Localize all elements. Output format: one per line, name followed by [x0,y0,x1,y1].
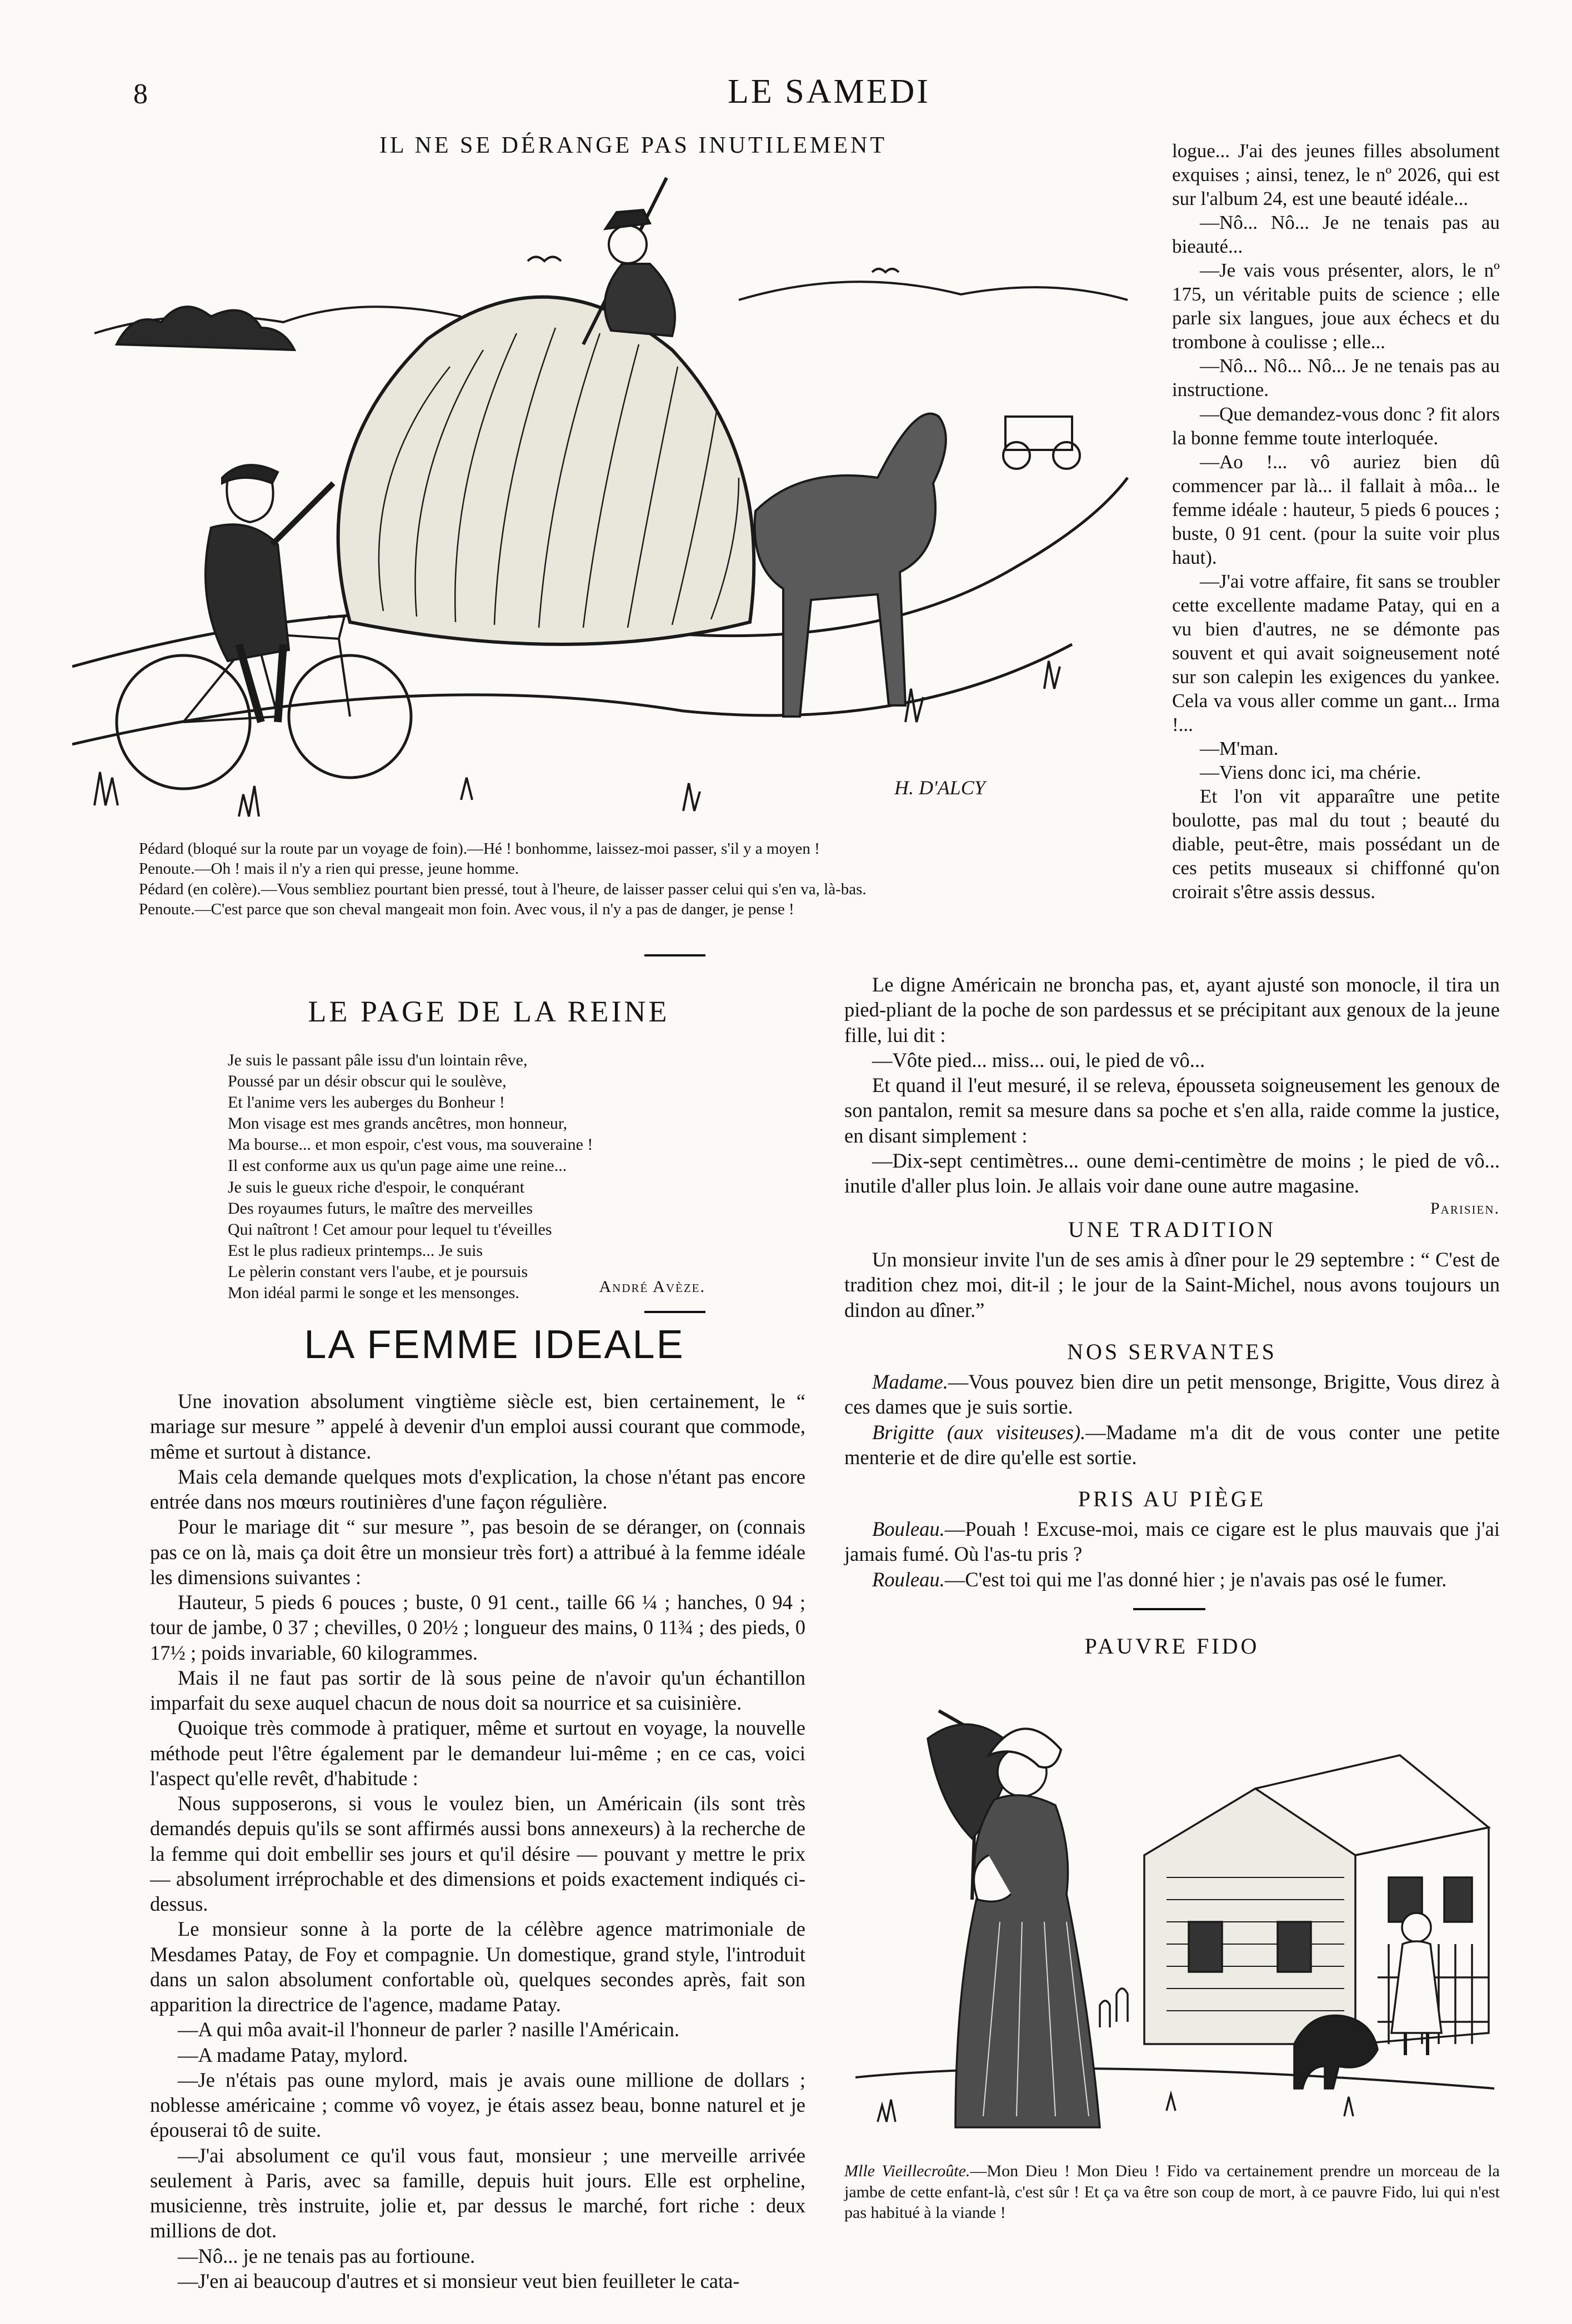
poem-author: André Avèze. [599,1278,705,1296]
article-paragraph: Le digne Américain ne broncha pas, et, ayant ajusté son monocle, il tira un pied-pliant de la poche de son pardessus et se précipitant aux genoux de la jeune fille, lui dit : [844,973,1500,1046]
article-paragraph: —Nô... je ne tenais pas au fortioune. [178,2244,475,2267]
article-paragraph: —J'ai absolument ce qu'il vous faut, monsieur ; une merveille arrivée seulement à Paris, avec sa famille, depuis huit jours. Elle est orpheline, musicienne, très instruite, jolie et, par dessus le marché, fort riche : deux millions de dot. [150,2143,805,2242]
tradition-text: Un monsieur invite l'un de ses amis à dîner pour le 29 septembre : “ C'est de tradition chez moi, dit-il ; le jour de la Saint-Michel, nous avons toujours un dindon au dîner.” [844,1248,1500,1321]
poem-line: Mon idéal parmi le songe et les mensonges. [228,1284,519,1303]
poem-line: Je suis le passant pâle issu d'un lointain rêve, [228,1051,528,1069]
fido-title: PAUVRE FIDO [1084,1634,1260,1659]
piege-title: PRIS AU PIÈGE [1078,1486,1266,1511]
caption-line: Pédard (en colère).—Vous sembliez pourtant bien pressé, tout à l'heure, de laisser passer celui qui s'en va, là-bas. [139,880,867,898]
speaker: Madame. [872,1370,948,1393]
article-paragraph: —Que demandez-vous donc ? fit alors la bonne femme toute interloquée. [1172,403,1500,449]
cartoon1-title: IL NE SE DÉRANGE PAS INUTILEMENT [379,133,887,158]
article-paragraph: —Je n'étais pas oune mylord, mais je avais oune millione de dollars ; noblesse américaine ; comme vô voyez, je étais assez beau, bonne naturel et je épouserai tô de suite. [150,2068,805,2142]
article-paragraph: Pour le mariage dit “ sur mesure ”, pas besoin de se déranger, on (connais pas ce on là, mais ça doit être un monsieur très fort) a attribué à la femme idéale les dimensions suivantes : [150,1515,805,1589]
article-paragraph: Et l'on vit apparaître une petite boulotte, pas mal du tout ; beauté du diable, peut-être, mais possédant un de ces petits museaux si chiffonné qu'on croirait s'être assis dessus. [1172,785,1500,903]
article-paragraph: —J'en ai beaucoup d'autres et si monsieur veut bien feuilleter le cata- [178,2269,740,2292]
article-left-column [150,1389,805,2293]
poem-line: Est le plus radieux printemps... Je suis [228,1241,483,1260]
article-right-column [1172,139,1500,904]
section-divider [1133,1608,1205,1610]
article-paragraph: Mais cela demande quelques mots d'explication, la chose n'étant pas encore entrée dans nos mœurs routinières d'une façon régulière. [150,1465,805,1513]
poem-line: Et l'anime vers les auberges du Bonheur ! [228,1093,505,1112]
speaker: Rouleau. [872,1567,945,1591]
article-paragraph: Quoique très commode à pratiquer, même et surtout en voyage, la nouvelle méthode peut l'être également par le demandeur lui-même ; en ce cas, voici l'aspect qu'elle revêt, d'habitude : [150,1716,805,1790]
cartoon1-caption [139,839,1133,919]
section-divider [644,1311,705,1313]
fido-illustration [855,1689,1494,2155]
article-paragraph: —Je vais vous présenter, alors, le nº 175, un véritable puits de science ; elle parle six langues, joue aux échecs et du trombone à coulisse ; elle... [1172,259,1500,353]
caption-line: Penoute.—Oh ! mais il n'y a rien qui presse, jeune homme. [139,860,519,878]
tradition-body [844,1247,1500,1323]
article-paragraph: Une inovation absolument vingtième siècle est, bien certainement, le “ mariage sur mesure ” appelé à devenir d'un emploi aussi courant que commode, même et surtout à distance. [150,1390,805,1463]
article-paragraph: Et quand il l'eut mesuré, il se releva, épousseta soigneusement les genoux de son pantalon, remit sa mesure dans sa poche et s'en alla, raide comme la justice, en disant simplement : [844,1074,1500,1147]
poem-line: Qui naîtront ! Cet amour pour lequel tu t'éveilles [228,1220,552,1239]
article-paragraph: logue... J'ai des jeunes filles absolument exquises ; ainsi, tenez, le nº 2026, qui est sur l'album 24, est une beauté idéale... [1172,140,1500,210]
poem-line: Poussé par un désir obscur qui le soulève, [228,1072,507,1091]
poem-line: Ma bourse... et mon espoir, c'est vous, ma souveraine ! [228,1135,593,1154]
article-paragraph: —Nô... Nô... Nô... Je ne tenais pas au instructione. [1172,355,1500,401]
article-paragraph: —M'man. [1200,738,1279,760]
article-title: LA FEMME IDEALE [304,1323,685,1367]
article-paragraph: Hauteur, 5 pieds 6 pouces ; buste, 0 91 cent., taille 66 ¼ ; hanches, 0 94 ; tour de jambe, 0 37 ; chevilles, 0 20½ ; longueur des mains, 0 11¾ ; des pieds, 0 17½ ; poids invariable, 60 kilogrammes. [150,1591,805,1664]
speaker: Mlle Vieillecroûte. [844,2162,970,2180]
article-paragraph: —Viens donc ici, ma chérie. [1200,762,1421,784]
servantes-body [844,1369,1500,1470]
article-paragraph: —Dix-sept centimètres... oune demi-centimètre de moins ; le pied de vô... inutile d'aller plus loin. Je allais voir dane oune autre magasine. [844,1149,1500,1197]
article-continuation [844,972,1500,1219]
poem-line: Mon visage est mes grands ancêtres, mon honneur, [228,1114,568,1133]
section-divider [644,954,705,956]
tradition-title: UNE TRADITION [1068,1217,1276,1242]
article-paragraph: —Nô... Nô... Je ne tenais pas au bieauté... [1172,212,1500,258]
cartoon1-signature: H. D'ALCY [894,777,985,799]
caption-line: Pédard (bloqué sur la route par un voyage de foin).—Hé ! bonhomme, laissez-moi passer, s'il y a moyen ! [139,840,820,858]
journal-title: LE SAMEDI [728,73,930,111]
caption-line: Penoute.—C'est parce que son cheval mangeait mon foin. Avec vous, il n'y a pas de danger, je pense ! [139,900,794,918]
fido-caption: Mlle Vieillecroûte.—Mon Dieu ! Mon Dieu ! Fido va certainement prendre un morceau de la jambe de cette enfant-là, c'est sûr ! Et ça va être son coup de mort, à ce pauvre Fido, lui qui n'est pas habitué à la viande ! [844,2162,1500,2222]
article-paragraph: —Vôte pied... miss... oui, le pied de vô... [872,1048,1205,1071]
piege-body [844,1516,1500,1592]
page-number: 8 [133,78,148,110]
article-author: Parisien. [1430,1199,1500,1218]
dialogue-line: Brigitte (aux visiteuses).—Madame m'a dit de vous conter une petite menterie et de dire qu'elle est sortie. [844,1420,1500,1469]
article-paragraph: —A qui môa avait-il l'honneur de parler ? nasille l'Américain. [178,2018,680,2041]
article-paragraph: Mais il ne faut pas sortir de là sous peine de n'avoir qu'un échantillon imparfait du sexe auquel chacun de nous doit sa nourrice et sa cuisinière. [150,1666,805,1714]
poem-line: Des royaumes futurs, le maître des merveilles [228,1199,533,1218]
poem-title: LE PAGE DE LA REINE [308,995,670,1028]
article-paragraph: Le monsieur sonne à la porte de la célèbre agence matrimoniale de Mesdames Patay, de Foy et compagnie. Un domestique, grand style, l'introduit dans un salon absolument confortable où, quelques secondes après, fait son apparition la directrice de l'agence, madame Patay. [150,1917,805,2016]
article-paragraph: —Ao !... vô auriez bien dû commencer par là... il fallait à môa... le femme idéale : hauteur, 5 pieds 6 pouces ; buste, 0 91 cent. (pour la suite voir plus haut). [1172,450,1500,568]
article-paragraph: —A madame Patay, mylord. [178,2043,408,2066]
poem-line: Je suis le gueux riche d'espoir, le conquérant [228,1178,525,1196]
article-paragraph: Nous supposerons, si vous le voulez bien, un Américain (ils sont très demandés depuis qu'ils se sont affirmés aussi bons annexeurs) à la recherche de la femme qui doit embellir ses jours et qu'il désire — pouvant y mettre le prix — absolument irréprochable et des dimensions et poids exactement indiqués ci-dessus. [150,1792,805,1915]
poem-line: Le pèlerin constant vers l'aube, et je poursuis [228,1262,528,1281]
article-paragraph: —J'ai votre affaire, fit sans se troubler cette excellente madame Patay, qui en a vu bien d'autres, ne se démonte pas souvent et qui avait soigneusement noté sur son calepin les exigences du yankee. Cela va vous aller comme un gant... Irma !... [1172,570,1500,736]
poem-body [228,1050,717,1304]
haycart-illustration [72,167,1139,833]
speaker: Bouleau. [872,1517,945,1540]
dialogue-line: Madame.—Vous pouvez bien dire un petit mensonge, Brigitte, Vous direz à ces dames que je suis sortie. [844,1370,1500,1419]
servantes-title: NOS SERVANTES [1067,1339,1277,1364]
dialogue-line: Rouleau.—C'est toi qui me l'as donné hier ; je n'avais pas osé le fumer. [872,1567,1447,1591]
poem-line: Il est conforme aux us qu'un page aime une reine... [228,1156,567,1175]
speaker: Brigitte (aux visiteuses). [872,1420,1086,1444]
dialogue-line: Bouleau.—Pouah ! Excuse-moi, mais ce cigare est le plus mauvais que j'ai jamais fumé. Où l'as-tu pris ? [844,1517,1500,1566]
